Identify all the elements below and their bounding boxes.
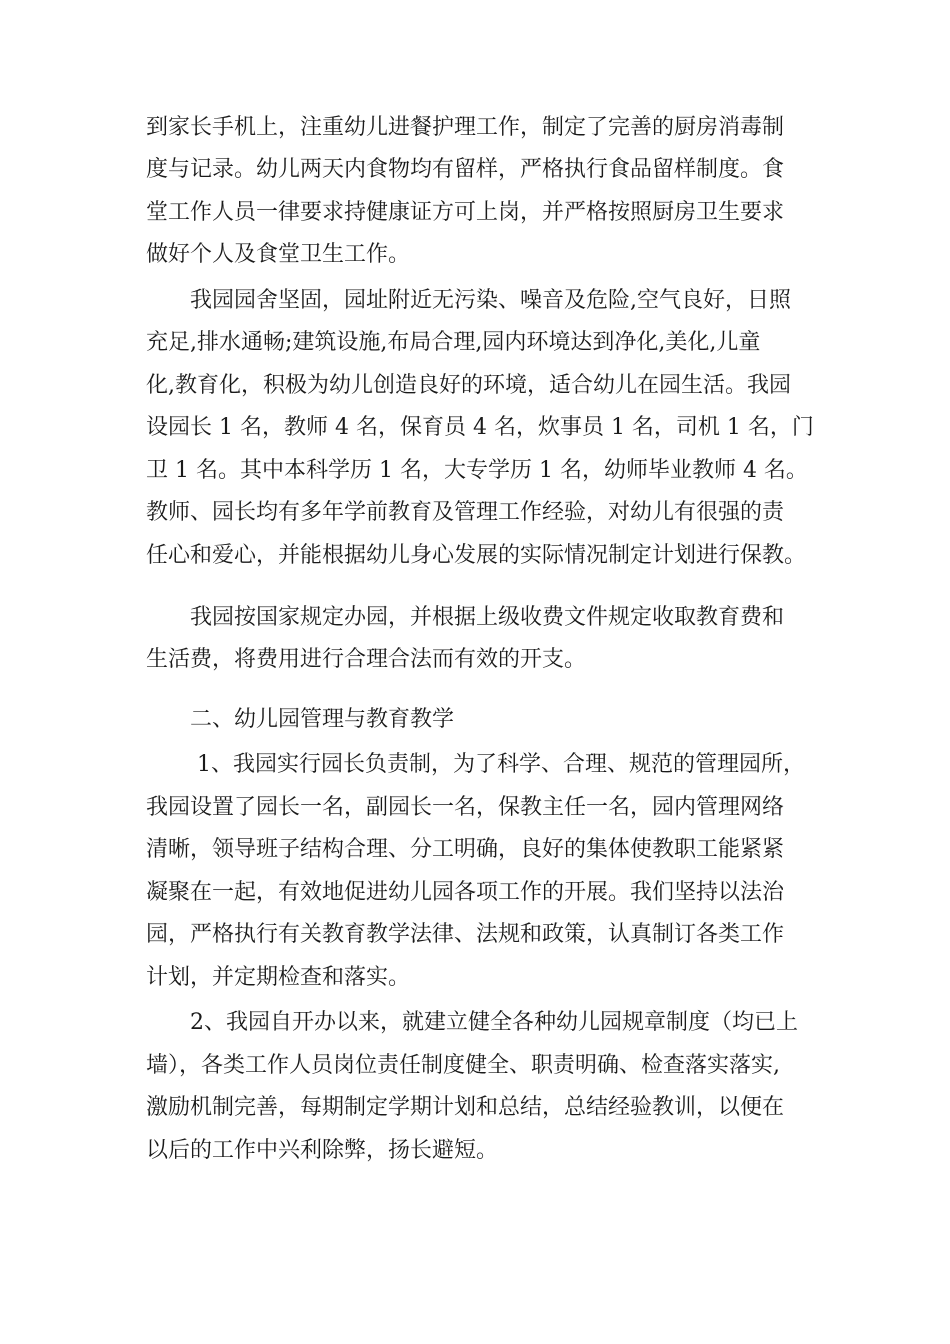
- text-line-15: 1、我园实行园长负责制，为了科学、合理、规范的管理园所，: [197, 752, 805, 777]
- text-line-21: 2、我园自开办以来，就建立健全各种幼儿园规章制度（均已上: [190, 1010, 798, 1035]
- text-line-24: 以后的工作中兴利除弊，扬长避短。: [146, 1138, 499, 1163]
- text-line-9: 卫 1 名。其中本科学历 1 名，大专学历 1 名，幼师毕业教师 4 名。: [146, 458, 808, 483]
- text-line-18: 凝聚在一起，有效地促进幼儿园各项工作的开展。我们坚持以法治: [146, 880, 785, 905]
- text-line-1: 到家长手机上，注重幼儿进餐护理工作，制定了完善的厨房消毒制: [146, 115, 785, 140]
- section-heading: 二、幼儿园管理与教育教学: [190, 707, 455, 732]
- text-line-13: 生活费，将费用进行合理合法而有效的开支。: [146, 647, 587, 672]
- text-line-20: 计划，并定期检查和落实。: [146, 965, 411, 990]
- text-line-3: 堂工作人员一律要求持健康证方可上岗，并严格按照厨房卫生要求: [146, 200, 785, 225]
- text-line-4: 做好个人及食堂卫生工作。: [146, 242, 411, 267]
- text-line-19: 园，严格执行有关教育教学法律、法规和政策，认真制订各类工作: [146, 922, 785, 947]
- text-line-17: 清晰，领导班子结构合理、分工明确，良好的集体使教职工能紧紧: [146, 837, 785, 862]
- text-line-22: 墙），各类工作人员岗位责任制度健全、职责明确、检查落实落实,: [146, 1053, 780, 1078]
- text-line-2: 度与记录。幼儿两天内食物均有留样，严格执行食品留样制度。食: [146, 157, 785, 182]
- text-line-16: 我园设置了园长一名，副园长一名，保教主任一名，园内管理网络: [146, 795, 785, 820]
- text-line-7: 化,教育化，积极为幼儿创造良好的环境，适合幼儿在园生活。我园: [146, 373, 791, 398]
- text-line-5: 我园园舍坚固，园址附近无污染、噪音及危险,空气良好，日照: [190, 288, 791, 313]
- text-line-10: 教师、园长均有多年学前教育及管理工作经验，对幼儿有很强的责: [146, 500, 785, 525]
- text-line-6: 充足,排水通畅;建筑设施,布局合理,园内环境达到净化,美化,儿童: [146, 330, 761, 355]
- text-line-12: 我园按国家规定办园，并根据上级收费文件规定收取教育费和: [190, 605, 785, 630]
- text-line-8: 设园长 1 名，教师 4 名，保育员 4 名，炊事员 1 名，司机 1 名，门: [146, 415, 814, 440]
- text-line-23: 激励机制完善，每期制定学期计划和总结，总结经验教训，以便在: [146, 1095, 785, 1120]
- text-line-11: 任心和爱心，并能根据幼儿身心发展的实际情况制定计划进行保教。: [146, 543, 807, 568]
